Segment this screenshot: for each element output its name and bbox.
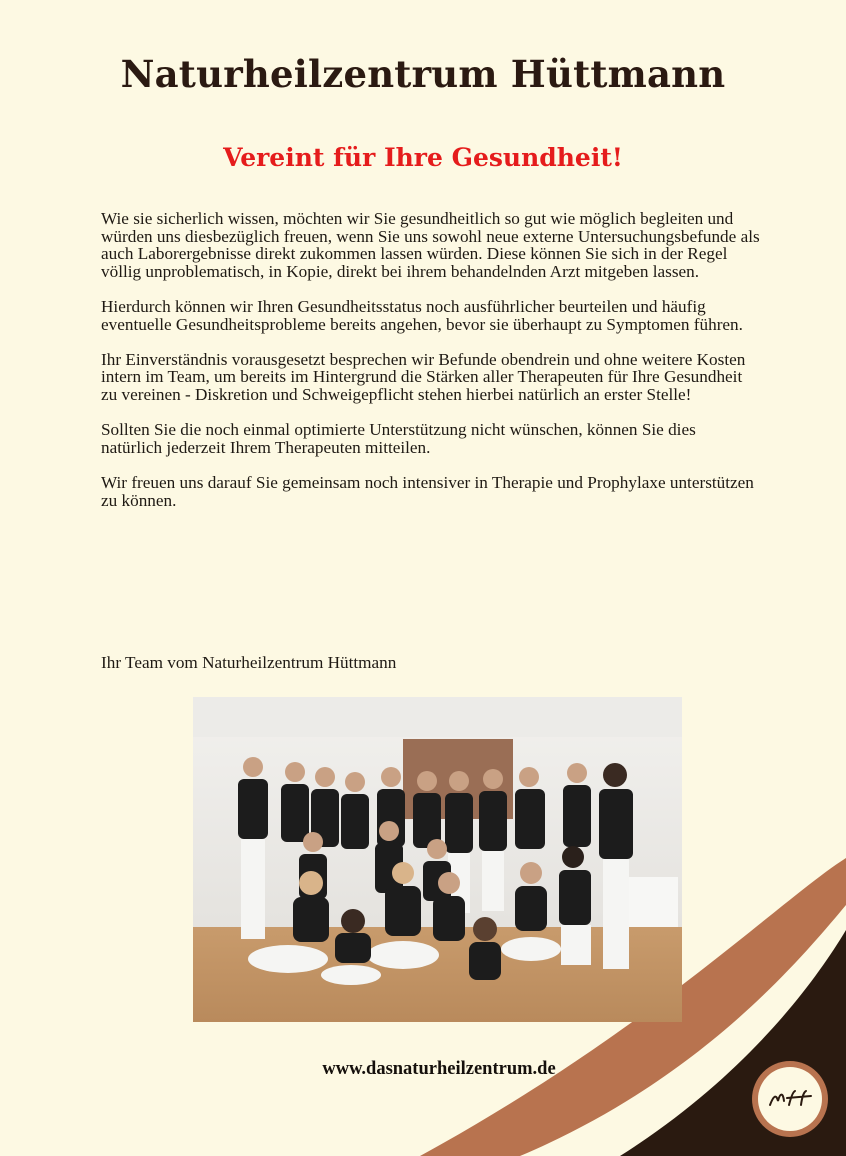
team-photo: [193, 697, 682, 1022]
paragraph: Wir freuen uns darauf Sie gemeinsam noch intensiver in Therapie und Prophylaxe unterstützen zu können.: [101, 472, 754, 510]
signature: Ihr Team vom Naturheilzentrum Hüttmann: [101, 653, 397, 672]
paragraph: Wie sie sicherlich wissen, möchten wir Sie gesundheitlich so gut wie möglich begleiten und würden uns diesbezüglich freuen, wenn Sie uns sowohl neue externe Untersuchungsbefunde als auch Laborergebnisse direkt zukommen lassen würden. Diese können Sie sich in der Regel völlig unproblematisch, in Kopie, direkt bei ihrem behandelnden Arzt mitgeben lassen.: [101, 209, 760, 281]
letter-body: [101, 210, 761, 527]
website-url: www.dasnaturheilzentrum.de: [322, 1059, 556, 1079]
page-subtitle: Vereint für Ihre Gesundheit!: [223, 143, 623, 172]
paragraph: Ihr Einverständnis vorausgesetzt besprechen wir Befunde obendrein und ohne weitere Kosten intern im Team, um bereits im Hintergrund die Stärken aller Therapeuten für Ihre Gesundheit zu vereinen - Diskretion und Schweigepflicht stehen hierbei natürlich an erster Stelle!: [101, 349, 746, 404]
mh-monogram-logo-icon: [752, 1061, 828, 1137]
paragraph: Sollten Sie die noch einmal optimierte Unterstützung nicht wünschen, können Sie dies natürlich jederzeit Ihrem Therapeuten mitteilen.: [101, 420, 696, 457]
page-title: Naturheilzentrum Hüttmann: [120, 52, 726, 96]
paragraph: Hierdurch können wir Ihren Gesundheitsstatus noch ausführlicher beurteilen und häufig eventuelle Gesundheitsprobleme bereits angehen, bevor sie überhaupt zu Symptomen führen.: [101, 296, 743, 334]
